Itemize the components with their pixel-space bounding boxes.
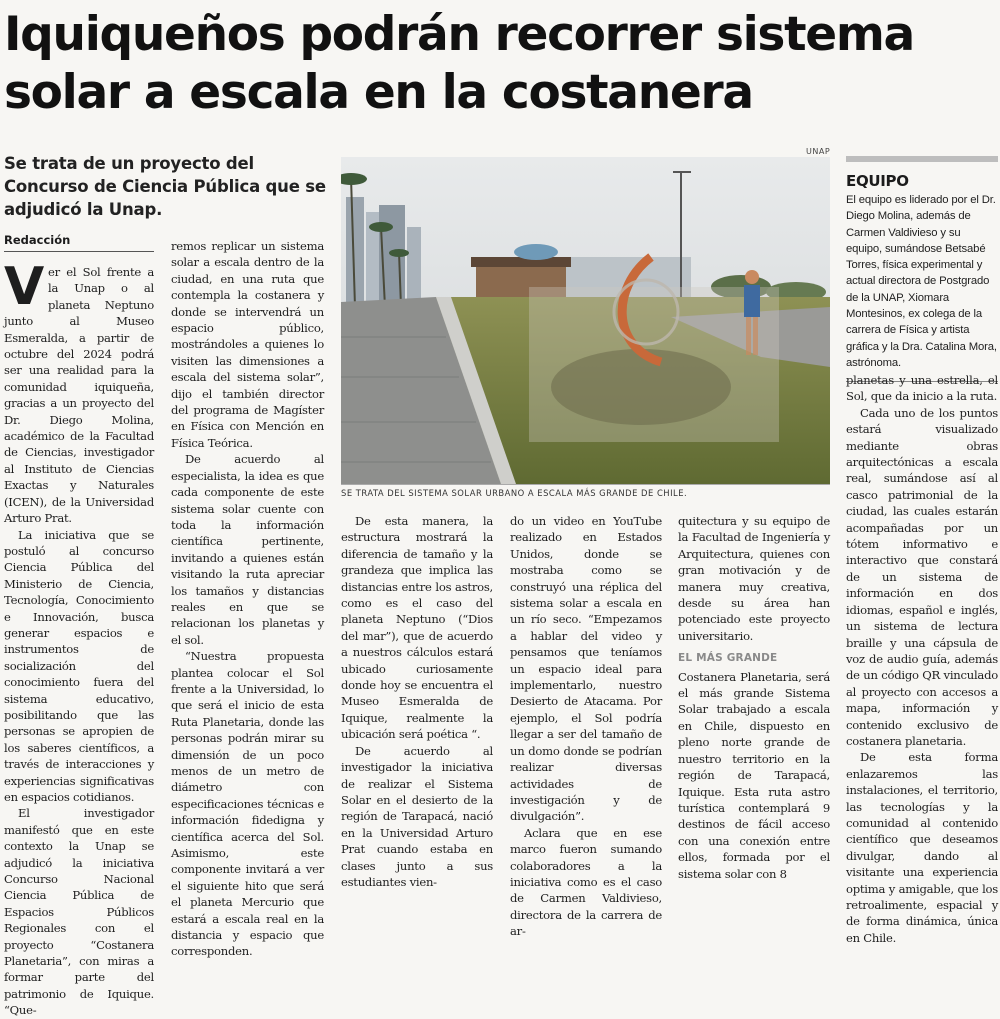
- article-photo: [341, 157, 830, 485]
- article-column-3: [341, 513, 493, 890]
- paragraph: Cada uno de los puntos estará visualizado mediante obras arquitectónicas a escala real, sumándose así al casco patrimonial de la ciudad, las cuales estarán acompañadas por un tótem informativo e interactivo que constará de un sistema de información en dos idiomas, español e inglés, un sistema de lectura braille y una cápsula de voz de audio guía, además de un código QR vinculado al proyecto con accesos a mapa, información y contenido exclusivo de costanera planetaria.: [846, 405, 998, 748]
- sidebar-title: EQUIPO: [846, 172, 909, 190]
- paragraph: Aclara que en ese marco fueron sumando colaboradores a la iniciativa como es el caso de Carmen Valdivieso, directora de la carrera de ar-: [510, 825, 662, 939]
- subhead: EL MÁS GRANDE: [678, 652, 778, 665]
- paragraph: El investigador manifestó que en este contexto la Unap se adjudicó la iniciativa Concurso Nacional Ciencia Pública de Espacios Públicos Regionales con el proyecto “Costanera Planetaria”, con miras a formar parte del patrimonio de Iquique. “Que-: [4, 806, 154, 1018]
- paragraph: De acuerdo al investigador la iniciativa de realizar el Sistema Solar en el desierto de la región de Tarapacá, nació en la Universidad Arturo Prat cuando estaba en clases junto a sus estudiantes vien-: [341, 743, 493, 889]
- paragraph: La iniciativa que se postuló al concurso Ciencia Pública del Ministerio de Ciencia, Tecnología, Conocimiento e Innovación, busca generar espacios e instrumentos de socialización del conocimiento fuera del sistema educativo, posibilitando que las personas se apropien de los saberes científicos, a través de interacciones y experiencias significativas en espacios cotidianos.: [4, 527, 154, 804]
- paragraph: er el Sol frente a la Unap o al planeta Neptuno junto al Museo Esmeralda, a partir de octubre del 2024 podrá ser una realidad para la comunidad iquiqueña, gracias a un proyecto del Dr. Diego Molina, académico de la Facultad de Ciencias, investigador al Instituto de Ciencias Exactas y Naturales (ICEN), de la Universidad Arturo Prat.: [4, 265, 154, 526]
- paragraph: De esta manera, la estructura mostrará la diferencia de tamaño y la grandeza que implica las distancias entre los astros, como es el caso del planeta Neptuno (“Dios del mar”), que de acuerdo a nuestros cálculos estará ubicado curiosamente donde hoy se encuentra el Museo Esmeralda de Iquique, realmente la ubicación será poética “.: [341, 514, 493, 742]
- article-column-5: [678, 513, 830, 882]
- article-column-4: [510, 513, 662, 940]
- article-column-6: [846, 372, 998, 946]
- paragraph: remos replicar un sistema solar a escala dentro de la ciudad, en una ruta que contempla la costanera y donde se intervendrá un espacio público, mostrándoles a quienes lo visiten las dimensiones a escala del sistema solar”, dijo el también director del programa de Magíster en Física con Mención en Física Teórica.: [171, 239, 324, 450]
- lede: Se trata de un proyecto del Concurso de Ciencia Pública que se adjudicó la Unap.: [4, 154, 326, 219]
- team-sidebar: [846, 156, 998, 382]
- paragraph: Costanera Planetaria, será el más grande Sistema Solar trabajado a escala en Chile, dispuesto en pleno norte grande de nuestro territorio en la región de Tarapacá, Iquique. Esta ruta astro turística contemplará 9 destinos de fácil acceso con una conexión entre ellos, formada por el sistema solar con 8: [678, 669, 830, 881]
- sidebar-text: El equipo es liderado por el Dr. Diego Molina, además de Carmen Valdivieso y su equipo, sumándose Betsabé Torres, física experimental y actual directora de Postgrado de la UNAP, Xiomara Montesinos, ex colega de la carrera de Física y artista gráfica y la Dra. Catalina Mora, astrónoma.: [846, 194, 997, 369]
- paragraph: “Nuestra propuesta plantea colocar el Sol frente a la Universidad, lo que será el inicio de esta Ruta Planetaria, donde las personas podrán mirar su dimensión de un poco menos de un metro de diámetro con especificaciones técnicas e información fidedigna y científica acerca del Sol. Asimismo, este componente invitará a ver el siguiente hito que será el planeta Mercurio que estará a escala real en la distancia y espacio que corresponden.: [171, 649, 324, 959]
- paragraph: quitectura y su equipo de la Facultad de Ingeniería y Arquitectura, quienes con gran motivación y de manera muy creativa, desde su área han potenciado este proyecto universitario.: [678, 514, 830, 643]
- byline: Redacción: [4, 233, 154, 252]
- article-column-2: [171, 238, 324, 960]
- photo-credit: UNAP: [806, 147, 831, 156]
- paragraph: De acuerdo al especialista, la idea es que cada componente de este sistema solar cuente con toda la información científica pertinente, invitando a quienes están visitando la ruta apreciar los tamaños y distancias reales en que se relacionan los planetas y el sol.: [171, 452, 324, 647]
- dropcap: V: [4, 257, 44, 317]
- photo-caption: SE TRATA DEL SISTEMA SOLAR URBANO A ESCALA MÁS GRANDE DE CHILE.: [341, 488, 688, 498]
- article-column-1: [4, 257, 154, 1019]
- paragraph: do un video en YouTube realizado en Estados Unidos, donde se mostraba como se construyó una réplica del sistema solar a escala en un río seco. “Empezamos a hablar del video y pensamos que teníamos un espacio ideal para implementarlo, nuestro Desierto de Atacama. Por ejemplo, el Sol podría llegar a ser del tamaño de un domo donde se podrían realizar diversas actividades de investigación y de divulgación”.: [510, 514, 662, 824]
- headline: Iquiqueños podrán recorrer sistema solar a escala en la costanera: [4, 7, 914, 120]
- paragraph: planetas y una estrella, el Sol, que da inicio a la ruta.: [846, 373, 998, 404]
- paragraph: De esta forma enlazaremos las instalaciones, el territorio, las tecnologías y la comunidad al contenido científico que deseamos divulgar, dando al visitante una experiencia optima y amigable, que los retroalimente, espacial y de forma dinámica, única en Chile.: [846, 750, 998, 945]
